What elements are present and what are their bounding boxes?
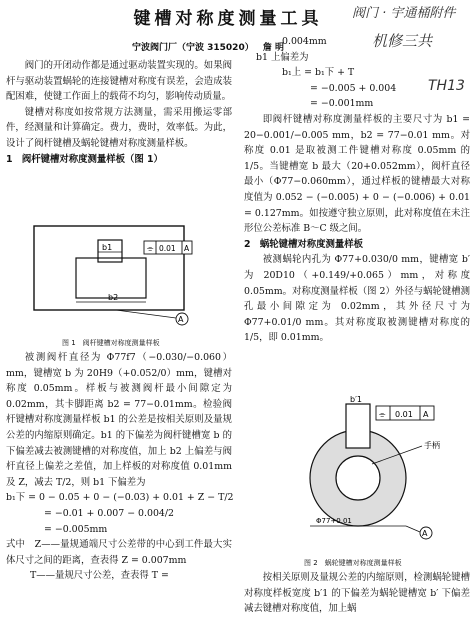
dim-label-diameter: Φ77+0.01 xyxy=(316,517,352,525)
paragraph-stem-tolerance: 被测阀杆直径为 Φ77f7（−0.030/−0.060）mm，键槽宽 b 为 20H9（+0.052/0）mm，键槽对称度 0.05mm。样板与被测阀杆最小间隙定为 0.02mm，其卡脚距离 b2 = 77−0.01mm。检验阀杆键槽对称度测量样板 b1 的公差是按相关原则及量规公差的内缩原则确定。b1 的下偏差为阀杆键槽宽 b 的下偏差减去被测键槽的对称度值，加上 b2 上偏差与阀杆直径上偏差之差值，加上样板的对称度值 0.01mm 及 Z，减去 T/2，则 b1 下偏差为 xyxy=(6,352,232,488)
tolerance-value: 0.01 xyxy=(159,244,176,253)
author-name: 詹 明 xyxy=(262,43,284,53)
equation-b1-lower-2: = −0.01 + 0.007 − 0.004/2 xyxy=(44,507,174,519)
symmetry-symbol-2: ⌯ xyxy=(379,410,386,419)
figure-2-diagram xyxy=(272,394,472,544)
author-org: 宁波阀门厂（宁波 315020） xyxy=(132,43,254,53)
page-title: 键槽对称度测量工具 xyxy=(133,9,323,29)
where-t: T——量规尺寸公差，查表得 T = xyxy=(30,570,169,582)
dim-label-b1-prime: b′1 xyxy=(350,395,362,404)
datum-letter-2: A xyxy=(422,529,428,538)
section-heading-2: 2 蜗轮键槽对称度测量样板 xyxy=(244,238,364,250)
paragraph-wormwheel: 被测蜗轮内孔为 Φ77+0.030/0 mm，键槽宽 b′ 为 20D10（+0.149/+0.065）mm，对称度 0.05mm。对称度测量样板（图 2）外径与蜗轮键槽测孔最小间隙定为 0.02mm，其外径尺寸为 Φ77+0.01/0 mm。其对称度取被测键槽对称度的 1/5，即 0.01mm。 xyxy=(244,254,470,344)
right-column-lower xyxy=(244,570,470,617)
handwritten-note-top: 阀门 · 宇通桶附件 xyxy=(352,6,456,21)
right-b1-upper-intro: b1 上偏差为 xyxy=(256,51,309,63)
gauge-key-b1 xyxy=(346,404,370,448)
left-column-lower xyxy=(6,350,232,584)
equation-b1-lower-3: = −0.005mm xyxy=(44,523,108,535)
gauge-hub xyxy=(336,456,380,500)
figure-1-diagram xyxy=(16,218,216,330)
section-heading-1: 1 阀杆键槽对称度测量样板（图 1） xyxy=(6,153,163,165)
gauge-slot-outline xyxy=(76,258,146,298)
equation-b1-upper-1: b₁上 = b₁下 + T xyxy=(282,67,355,79)
paragraph-gauge-dims: 即阀杆键槽对称度测量样板的主要尺寸为 b1 = 20−0.001/−0.005 mm，b2 = 77−0.01 mm。对称度 0.01 是取被测工件键槽对称度 0.05mm 的 1/5。当键槽宽 b 最大（20+0.052mm），阀杆直径最小（Φ77−0.060mm），通过样板的键槽最大对称度值为 0.052 − (−0.005) + 0 − (−0.006) + 0.01 = 0.127mm。如按遵守独立原则，此对称度值在未注形位公差标准 B～C 级之间。 xyxy=(244,113,470,235)
right-value-t: 0.004mm xyxy=(282,36,327,47)
right-column xyxy=(244,34,470,346)
handwritten-note-middle: 机修三共 xyxy=(372,32,433,50)
datum-ref: A xyxy=(184,244,190,253)
equation-b1-upper-3: = −0.001mm xyxy=(310,98,374,110)
handle-label: 手柄 xyxy=(424,441,440,450)
tolerance-value-2: 0.01 xyxy=(395,410,413,419)
datum-ref-2: A xyxy=(423,410,429,419)
paragraph-wormwheel-tolerance: 按相关原则及量规公差的内缩原则，检测蜗轮键槽对称度样板宽度 b′1 的下偏差为蜗轮键槽宽 b′ 下偏差减去键槽对称度值，加上蜗 xyxy=(244,572,470,615)
where-z: 式中 Z——量规通端尺寸公差带的中心到工件最大实体尺寸之间的距离，查表得 Z = 0.007mm xyxy=(6,539,232,566)
figure-2-caption: 图 2 蜗轮键槽对称度测量样板 xyxy=(304,559,402,567)
paragraph-intro: 阀门的开闭动作都是通过驱动装置实现的。如果阀杆与驱动装置蜗轮的连接键槽对称度有误差，会造成装配困难，使键工作面上的载荷不均匀，影响传动质量。 xyxy=(6,60,232,103)
left-column xyxy=(6,58,232,167)
figure-1-caption: 图 1 阀杆键槽对称度测量样板 xyxy=(62,339,160,347)
symmetry-symbol: ⌯ xyxy=(147,244,154,253)
handwritten-note-right: TH13 xyxy=(428,78,465,94)
equation-b1-lower-1: b₁下 = 0 − 0.05 + 0 − (−0.03) + 0.01 + Z − T/2 xyxy=(6,492,234,504)
equation-b1-upper-2: = −0.005 + 0.004 xyxy=(310,82,397,94)
datum-letter: A xyxy=(178,315,184,324)
paragraph-method: 键槽对称度如按常规方法测量，需采用搬运零部件，经测量和计算确定。费力，费时，效率低。为此，设计了阀杆键槽及蜗轮键槽对称度测量样板。 xyxy=(6,106,232,149)
dim-label-b1: b1 xyxy=(102,243,113,252)
dim-label-b2: b2 xyxy=(108,293,119,302)
